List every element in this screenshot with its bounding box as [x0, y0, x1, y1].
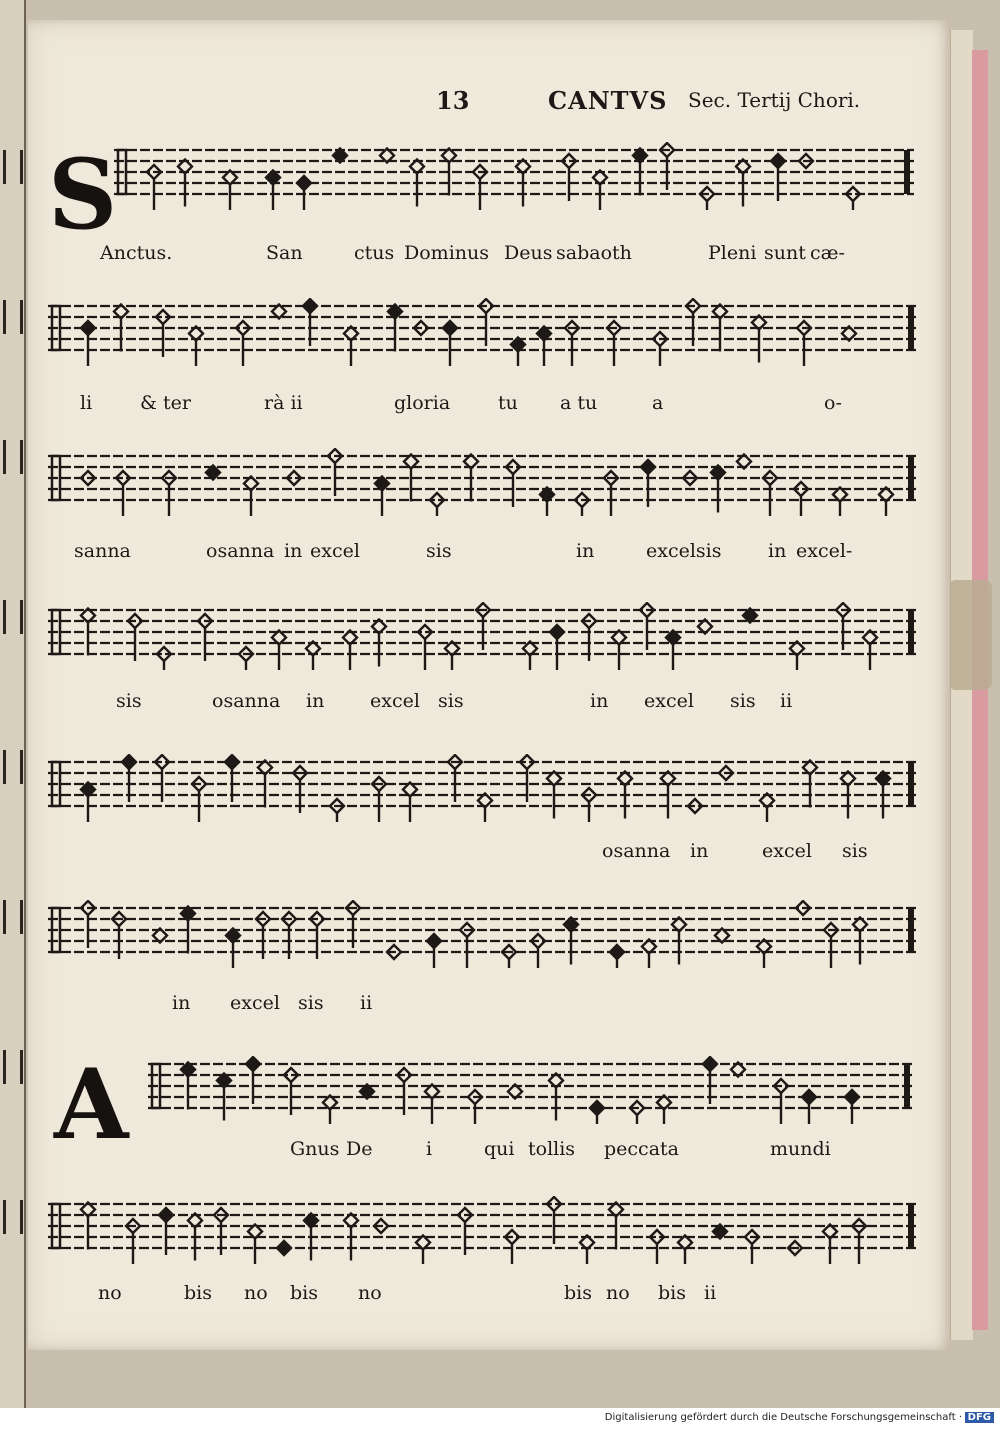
note-head [610, 945, 624, 968]
facing-page-mark [3, 600, 23, 634]
note-head [612, 631, 626, 671]
lyric-syllable: Pleni [708, 242, 757, 264]
facing-page-mark [3, 1200, 23, 1234]
lyric-syllable: in [768, 540, 787, 562]
lyric-line [28, 540, 950, 570]
lyric-line [28, 1282, 950, 1312]
note-head [575, 493, 589, 516]
note-head [445, 642, 459, 671]
lyric-syllable: excel [310, 540, 360, 562]
lyric-syllable: sunt [764, 242, 806, 264]
music-staff [48, 900, 918, 970]
lyric-syllable: excel [370, 690, 420, 712]
lyric-syllable: li [80, 392, 93, 414]
note-head [590, 1101, 604, 1124]
lyric-syllable: excelsis [646, 540, 722, 562]
page-clip [948, 580, 992, 690]
bar-line [904, 1064, 910, 1108]
lyric-syllable: tu [498, 392, 518, 414]
lyric-syllable: no [606, 1282, 630, 1304]
lyric-syllable: qui [484, 1138, 515, 1160]
lyric-syllable: sis [730, 690, 756, 712]
music-staff [114, 142, 914, 212]
lyric-syllable: rà ii [264, 392, 303, 414]
note-head [757, 940, 771, 969]
bar-line [908, 908, 914, 952]
lyric-syllable: ctus [354, 242, 395, 264]
lyric-line [28, 1138, 950, 1168]
note-head [272, 631, 286, 671]
bar-line [908, 456, 914, 500]
bar-line [908, 1204, 914, 1248]
note-head [666, 631, 680, 671]
part-subtitle: Sec. Tertij Chori. [688, 88, 861, 112]
part-title: CANTVS [548, 86, 668, 115]
page-number: 13 [436, 86, 470, 115]
note-head [593, 171, 607, 211]
lyric-syllable: sis [298, 992, 324, 1014]
note-head [642, 940, 656, 969]
page-header [28, 86, 950, 126]
note-head [443, 321, 457, 366]
decorated-initial-s: S [48, 138, 118, 251]
lyric-syllable: sanna [74, 540, 131, 562]
lyric-syllable: Dominus [404, 242, 489, 264]
note-head [248, 1225, 262, 1265]
note-head [523, 642, 537, 671]
note-head [266, 171, 280, 211]
lyric-syllable: in [172, 992, 191, 1014]
lyric-syllable: no [358, 1282, 382, 1304]
bar-line [904, 150, 910, 194]
note-head [678, 1236, 692, 1265]
lyric-syllable: & ter [140, 392, 191, 414]
note-head [863, 631, 877, 671]
lyric-syllable: cæ- [810, 242, 845, 264]
lyric-syllable: sis [438, 690, 464, 712]
lyric-syllable: in [306, 690, 325, 712]
facing-page-mark [3, 300, 23, 334]
lyric-syllable: o- [824, 392, 842, 414]
note-head [226, 929, 240, 969]
facing-page-mark [3, 150, 23, 184]
lyric-syllable: a [652, 392, 664, 414]
lyric-syllable: Deus [504, 242, 553, 264]
lyric-syllable: sis [116, 690, 142, 712]
note-head [879, 488, 893, 517]
facing-page-mark [3, 750, 23, 784]
lyric-syllable: ii [360, 992, 373, 1014]
lyric-syllable: bis [564, 1282, 592, 1304]
lyric-syllable: excel [230, 992, 280, 1014]
lyric-syllable: tollis [528, 1138, 576, 1160]
music-staff [148, 1056, 914, 1126]
lyric-syllable: excel- [796, 540, 853, 562]
note-head [323, 1096, 337, 1125]
lyric-line [28, 992, 950, 1022]
digitization-footer [0, 1408, 1000, 1430]
bar-line [908, 306, 914, 350]
note-head [478, 794, 492, 823]
music-staff [48, 448, 918, 518]
lyric-syllable: sis [842, 840, 868, 862]
facing-page-mark [3, 440, 23, 474]
note-head [846, 187, 860, 210]
note-head [344, 327, 358, 367]
note-head [790, 642, 804, 671]
note-head [540, 488, 554, 517]
lyric-syllable: bis [658, 1282, 686, 1304]
facing-page-mark [3, 900, 23, 934]
lyric-syllable: in [590, 690, 609, 712]
lyric-line [28, 242, 950, 272]
lyric-syllable: osanna [602, 840, 671, 862]
footer-credit: Digitalisierung gefördert durch die Deutsche Forschungsgemeinschaft · [604, 1412, 962, 1423]
lyric-syllable: peccata [604, 1138, 679, 1160]
music-staff [48, 298, 918, 368]
note-head [277, 1241, 291, 1255]
lyric-syllable: osanna [212, 690, 281, 712]
lyric-syllable: sabaoth [556, 242, 632, 264]
bar-line [908, 610, 914, 654]
note-head [81, 321, 95, 366]
lyric-syllable: sis [426, 540, 452, 562]
lyric-syllable: osanna [206, 540, 275, 562]
note-head [244, 477, 258, 517]
note-head [833, 488, 847, 517]
note-head [630, 1101, 644, 1124]
note-head [550, 625, 564, 670]
note-head [502, 945, 516, 968]
lyric-syllable: bis [184, 1282, 212, 1304]
lyric-syllable: Gnus [290, 1138, 340, 1160]
facing-page-edge [0, 0, 26, 1408]
note-head [157, 647, 171, 670]
note-head [430, 493, 444, 516]
lyric-syllable: in [690, 840, 709, 862]
lyric-syllable: in [576, 540, 595, 562]
note-head [239, 647, 253, 670]
lyric-syllable: i [426, 1138, 433, 1160]
note-head [511, 338, 525, 367]
lyric-line [28, 840, 950, 870]
bar-line [908, 762, 914, 806]
music-staff [48, 754, 918, 824]
note-head [81, 783, 95, 823]
note-head [416, 1236, 430, 1265]
note-head [306, 642, 320, 671]
lyric-syllable: excel [644, 690, 694, 712]
note-head [425, 1085, 439, 1125]
note-head [537, 327, 551, 367]
lyric-syllable: mundi [770, 1138, 831, 1160]
dfg-logo: DFG [965, 1412, 994, 1423]
facing-page-mark [3, 1050, 23, 1084]
music-page [28, 20, 950, 1350]
lyric-line [28, 392, 950, 422]
note-head [700, 187, 714, 210]
lyric-syllable: gloria [394, 392, 451, 414]
lyric-line [28, 690, 950, 720]
note-head [657, 1096, 671, 1125]
lyric-syllable: no [98, 1282, 122, 1304]
note-head [343, 631, 357, 671]
lyric-syllable: no [244, 1282, 268, 1304]
note-head [403, 783, 417, 823]
lyric-syllable: San [266, 242, 303, 264]
note-head [580, 1236, 594, 1265]
lyric-syllable: excel [762, 840, 812, 862]
note-head [223, 171, 237, 211]
music-staff [48, 602, 918, 672]
note-head [375, 477, 389, 517]
lyric-syllable: De [346, 1138, 373, 1160]
lyric-syllable: a tu [560, 392, 598, 414]
lyric-syllable: ii [780, 690, 793, 712]
note-head [330, 799, 344, 822]
lyric-syllable: bis [290, 1282, 318, 1304]
lyric-syllable: in [284, 540, 303, 562]
music-staff [48, 1196, 918, 1266]
note-head [823, 1225, 837, 1265]
note-head [760, 794, 774, 823]
note-head [189, 327, 203, 367]
lyric-syllable: Anctus. [100, 242, 173, 264]
lyric-syllable: ii [704, 1282, 717, 1304]
red-bookmark [972, 50, 988, 1330]
decorated-initial-a: A [54, 1048, 129, 1161]
